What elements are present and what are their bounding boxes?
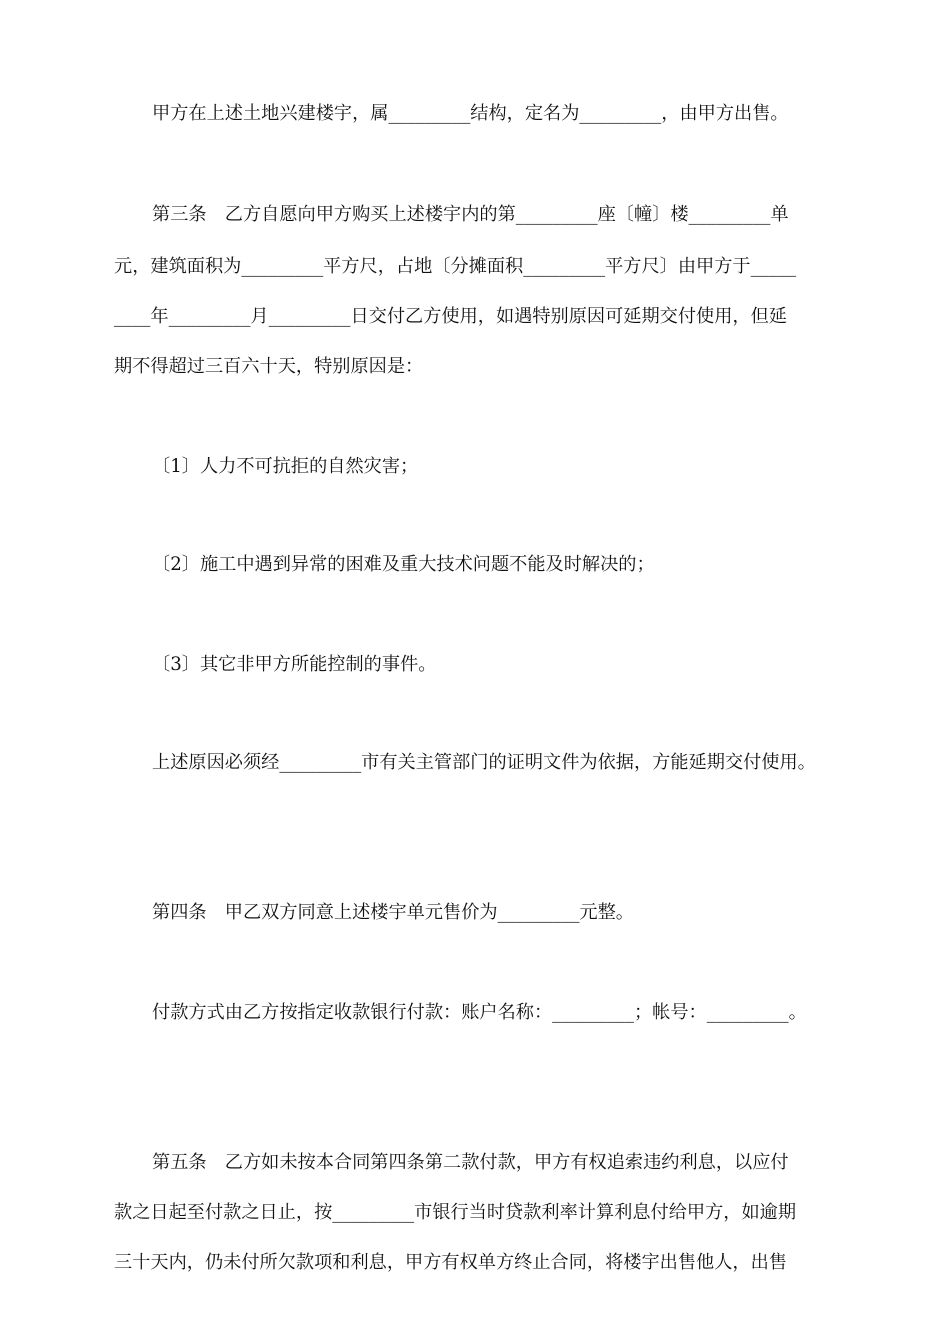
article-5-line-1: 第五条 乙方如未按本合同第四条第二款付款，甲方有权追索违约利息，以应付 bbox=[152, 1152, 789, 1173]
paragraph-proof-documents: 上述原因必须经_________市有关主管部门的证明文件为依据，方能延期交付使用。 bbox=[152, 752, 816, 773]
paragraph-building-structure: 甲方在上述土地兴建楼宇，属_________结构，定名为_________，由甲方出售。 bbox=[152, 103, 789, 124]
article-5-line-3: 三十天内，仍未付所欠款项和利息，甲方有权单方终止合同，将楼宇出售他人，出售 bbox=[114, 1252, 787, 1273]
reason-item-1: 〔1〕人力不可抗拒的自然灾害； bbox=[152, 456, 419, 477]
reason-item-3: 〔3〕其它非甲方所能控制的事件。 bbox=[152, 654, 437, 675]
article-3-line-1: 第三条 乙方自愿向甲方购买上述楼宇内的第_________座〔幢〕楼_________单 bbox=[152, 204, 789, 225]
article-5-line-2: 款之日起至付款之日止，按_________市银行当时贷款利率计算利息付给甲方，如逾期 bbox=[114, 1202, 797, 1223]
article-4-price: 第四条 甲乙双方同意上述楼宇单元售价为_________元整。 bbox=[152, 902, 634, 923]
article-3-line-3: ____年_________月_________日交付乙方使用，如遇特别原因可延期交付使用，但延 bbox=[114, 306, 787, 327]
paragraph-payment-method: 付款方式由乙方按指定收款银行付款：账户名称：_________；帐号：_________。 bbox=[152, 1002, 807, 1023]
reason-item-2: 〔2〕施工中遇到异常的困难及重大技术问题不能及时解决的； bbox=[152, 554, 655, 575]
article-3-line-2: 元，建筑面积为_________平方尺，占地〔分摊面积_________平方尺〕由甲方于_____ bbox=[114, 256, 797, 277]
article-3-line-4: 期不得超过三百六十天，特别原因是： bbox=[114, 356, 424, 377]
